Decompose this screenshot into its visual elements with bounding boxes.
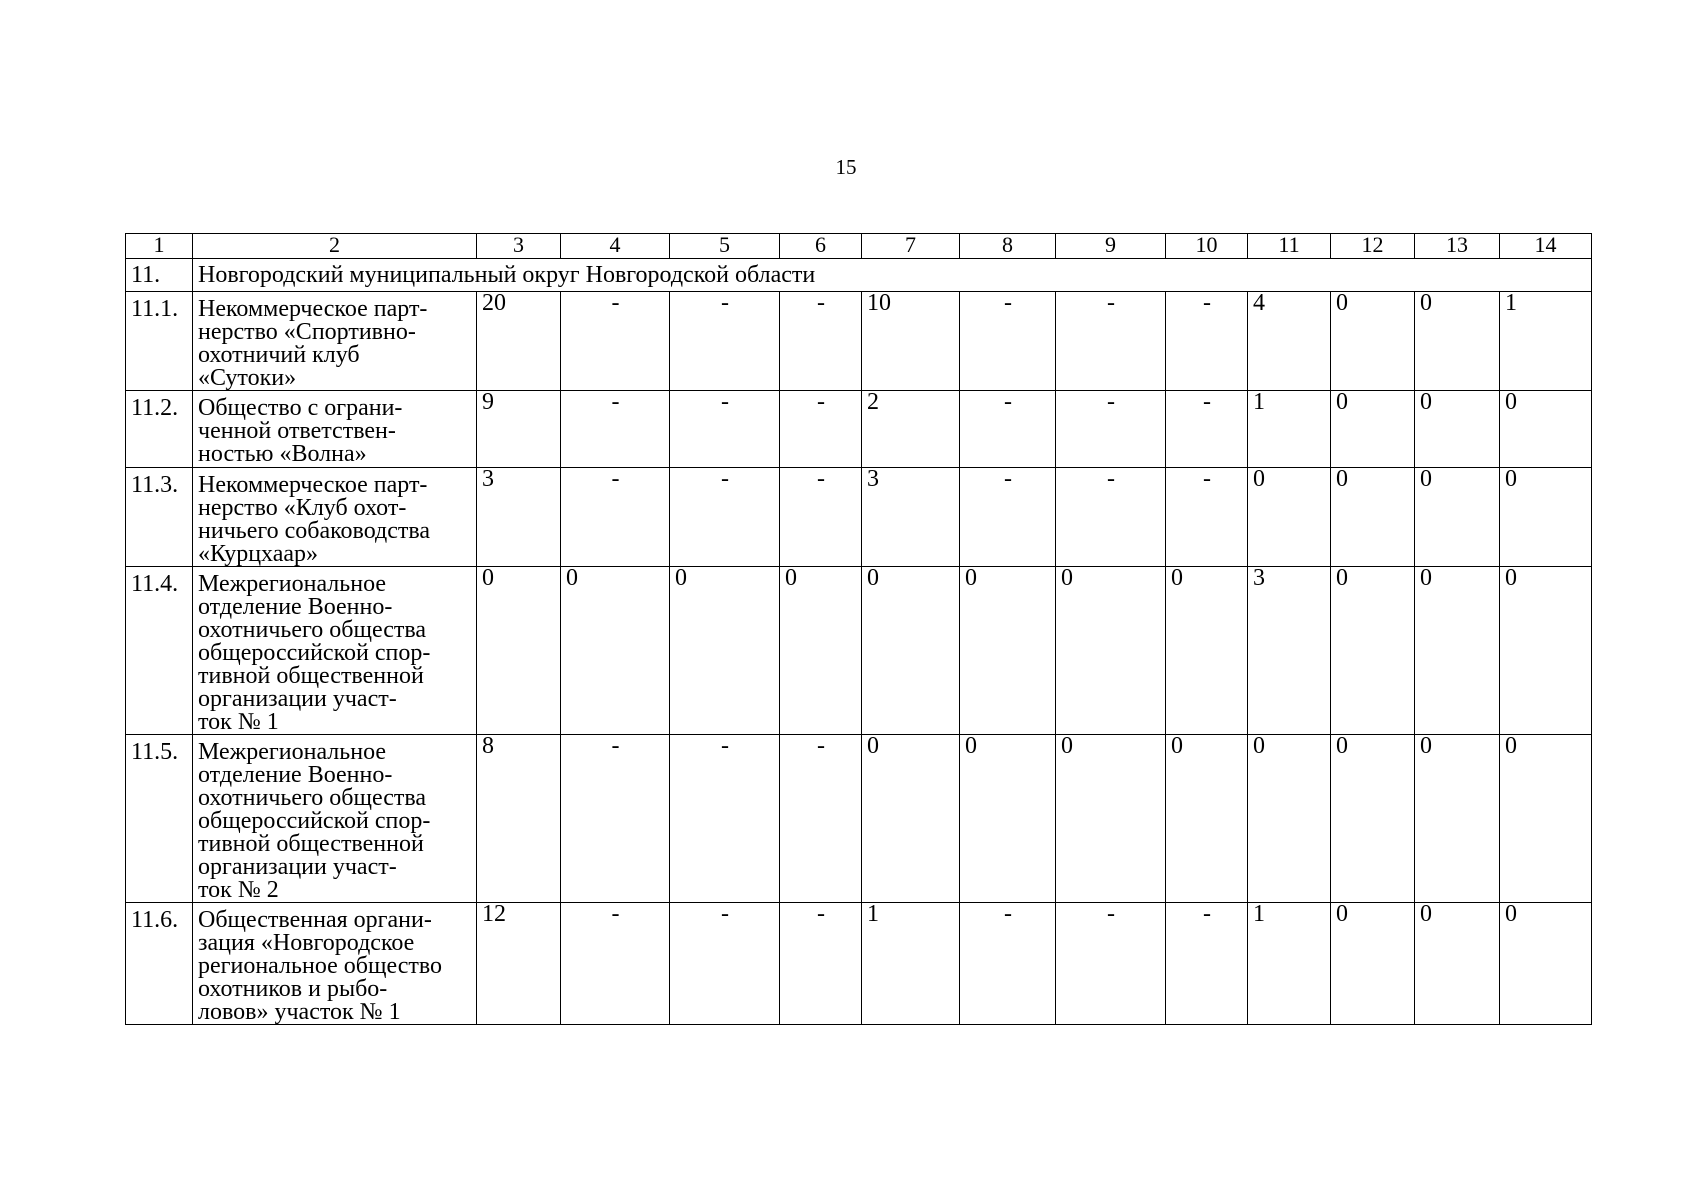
column-number-cell: 7 [862, 234, 960, 259]
value-cell: - [670, 292, 780, 391]
value-cell: - [670, 903, 780, 1025]
value-cell: 0 [862, 735, 960, 903]
value-cell: - [780, 468, 862, 567]
value-cell: 1 [1500, 292, 1592, 391]
value-cell: - [561, 391, 670, 468]
value-cell: 0 [1415, 391, 1500, 468]
organization-name-line: охотников и рыбо- [198, 976, 388, 1002]
value-cell: - [780, 735, 862, 903]
value-cell: 0 [1166, 735, 1248, 903]
organization-name-line: охотничий клуб [198, 342, 360, 368]
table-row [126, 567, 1592, 735]
organization-name-line: ток № 2 [198, 877, 279, 903]
value-cell: 0 [1331, 567, 1415, 735]
value-cell: 0 [670, 567, 780, 735]
organization-name [193, 468, 477, 567]
value-cell: 0 [1415, 468, 1500, 567]
value-cell: 0 [1331, 903, 1415, 1025]
value-cell: 3 [1248, 567, 1331, 735]
value-cell: - [1166, 903, 1248, 1025]
column-number-cell: 5 [670, 234, 780, 259]
organization-name-line: Межрегиональное [198, 571, 387, 597]
organization-name-line: охотничьего общества [198, 785, 427, 811]
organization-name-line: ловов» участок № 1 [198, 999, 401, 1025]
column-number-cell: 11 [1248, 234, 1331, 259]
column-number-row [126, 234, 1592, 259]
value-cell: 0 [1500, 567, 1592, 735]
table-row [126, 391, 1592, 468]
organization-name-line: Общественная органи- [198, 907, 432, 933]
value-cell: - [1056, 903, 1166, 1025]
value-cell: 0 [1056, 735, 1166, 903]
value-cell: 0 [1500, 903, 1592, 1025]
page-number: 15 [835, 155, 857, 179]
organization-name-line: ничьего собаководства [198, 518, 431, 544]
value-cell: 0 [1056, 567, 1166, 735]
value-cell: - [670, 391, 780, 468]
column-number-cell: 4 [561, 234, 670, 259]
value-cell: 0 [1166, 567, 1248, 735]
value-cell: 9 [477, 391, 561, 468]
value-cell: - [1166, 468, 1248, 567]
column-number-cell: 2 [193, 234, 477, 259]
value-cell: 1 [862, 903, 960, 1025]
section-row [126, 259, 1592, 292]
value-cell: - [1166, 391, 1248, 468]
organization-name-line: тивной общественной [198, 663, 424, 689]
row-number: 11.6. [126, 903, 193, 1025]
value-cell: 0 [1331, 468, 1415, 567]
value-cell: 8 [477, 735, 561, 903]
column-number-cell: 12 [1331, 234, 1415, 259]
value-cell: - [561, 735, 670, 903]
value-cell: 3 [862, 468, 960, 567]
organization-name-line: Межрегиональное [198, 739, 387, 765]
organization-name-line: общероссийской спор- [198, 808, 431, 834]
organization-name-line: Некоммерческое парт- [198, 472, 428, 498]
value-cell: 0 [1331, 391, 1415, 468]
value-cell: - [1056, 292, 1166, 391]
value-cell: - [670, 735, 780, 903]
value-cell: - [561, 903, 670, 1025]
column-number-cell: 10 [1166, 234, 1248, 259]
table-row [126, 292, 1592, 391]
organization-name [193, 735, 477, 903]
column-number-cell: 8 [960, 234, 1056, 259]
value-cell: - [670, 468, 780, 567]
row-number: 11.2. [126, 391, 193, 468]
table-row [126, 468, 1592, 567]
row-number: 11.4. [126, 567, 193, 735]
value-cell: 12 [477, 903, 561, 1025]
value-cell: 1 [1248, 391, 1331, 468]
value-cell: 0 [1500, 735, 1592, 903]
organization-name-line: отделение Военно- [198, 594, 393, 620]
value-cell: 20 [477, 292, 561, 391]
value-cell: - [1166, 292, 1248, 391]
table-row [126, 735, 1592, 903]
column-number-cell: 3 [477, 234, 561, 259]
organization-name-line: тивной общественной [198, 831, 424, 857]
value-cell: 0 [1331, 735, 1415, 903]
value-cell: - [561, 292, 670, 391]
organization-name-line: охотничьего общества [198, 617, 427, 643]
organization-name-line: зация «Новгородское [198, 930, 415, 956]
organization-name-line: отделение Военно- [198, 762, 393, 788]
row-number: 11.1. [126, 292, 193, 391]
organization-name-line: «Сутоки» [198, 365, 297, 391]
value-cell: 0 [477, 567, 561, 735]
value-cell: - [960, 903, 1056, 1025]
value-cell: - [960, 468, 1056, 567]
section-title: Новгородский муниципальный округ Новгородской области [193, 259, 1592, 292]
value-cell: 0 [960, 735, 1056, 903]
organization-name-line: нерство «Спортивно- [198, 319, 416, 345]
column-number-cell: 6 [780, 234, 862, 259]
value-cell: - [780, 292, 862, 391]
organization-name [193, 903, 477, 1025]
organization-name [193, 567, 477, 735]
value-cell: 0 [780, 567, 862, 735]
value-cell: 0 [1331, 292, 1415, 391]
value-cell: 0 [1415, 903, 1500, 1025]
column-number-cell: 9 [1056, 234, 1166, 259]
value-cell: 0 [1415, 292, 1500, 391]
value-cell: 10 [862, 292, 960, 391]
data-table [125, 233, 1592, 1025]
value-cell: - [960, 391, 1056, 468]
organization-name-line: ченной ответствен- [198, 418, 396, 444]
value-cell: 4 [1248, 292, 1331, 391]
value-cell: 0 [1500, 391, 1592, 468]
organization-name-line: ток № 1 [198, 709, 279, 735]
organization-name [193, 391, 477, 468]
value-cell: 3 [477, 468, 561, 567]
organization-name-line: общероссийской спор- [198, 640, 431, 666]
value-cell: 0 [1248, 468, 1331, 567]
row-number: 11.3. [126, 468, 193, 567]
value-cell: 1 [1248, 903, 1331, 1025]
column-number-cell: 13 [1415, 234, 1500, 259]
organization-name [193, 292, 477, 391]
value-cell: 0 [960, 567, 1056, 735]
organization-name-line: региональное общество [198, 953, 443, 979]
organization-name-line: нерство «Клуб охот- [198, 495, 407, 521]
organization-name-line: Некоммерческое парт- [198, 296, 428, 322]
column-number-cell: 1 [126, 234, 193, 259]
value-cell: 0 [1415, 735, 1500, 903]
organization-name-line: ностью «Волна» [198, 441, 367, 467]
value-cell: - [561, 468, 670, 567]
value-cell: 0 [1415, 567, 1500, 735]
row-number: 11.5. [126, 735, 193, 903]
organization-name-line: «Курцхаар» [198, 541, 319, 567]
column-number-cell: 14 [1500, 234, 1592, 259]
value-cell: - [1056, 468, 1166, 567]
value-cell: 0 [561, 567, 670, 735]
value-cell: - [780, 391, 862, 468]
value-cell: 0 [1500, 468, 1592, 567]
value-cell: - [1056, 391, 1166, 468]
organization-name-line: организации участ- [198, 686, 397, 712]
value-cell: 0 [862, 567, 960, 735]
organization-name-line: Общество с ограни- [198, 395, 403, 421]
value-cell: - [780, 903, 862, 1025]
section-number: 11. [126, 259, 193, 292]
table-row [126, 903, 1592, 1025]
value-cell: 2 [862, 391, 960, 468]
value-cell: - [960, 292, 1056, 391]
value-cell: 0 [1248, 735, 1331, 903]
organization-name-line: организации участ- [198, 854, 397, 880]
